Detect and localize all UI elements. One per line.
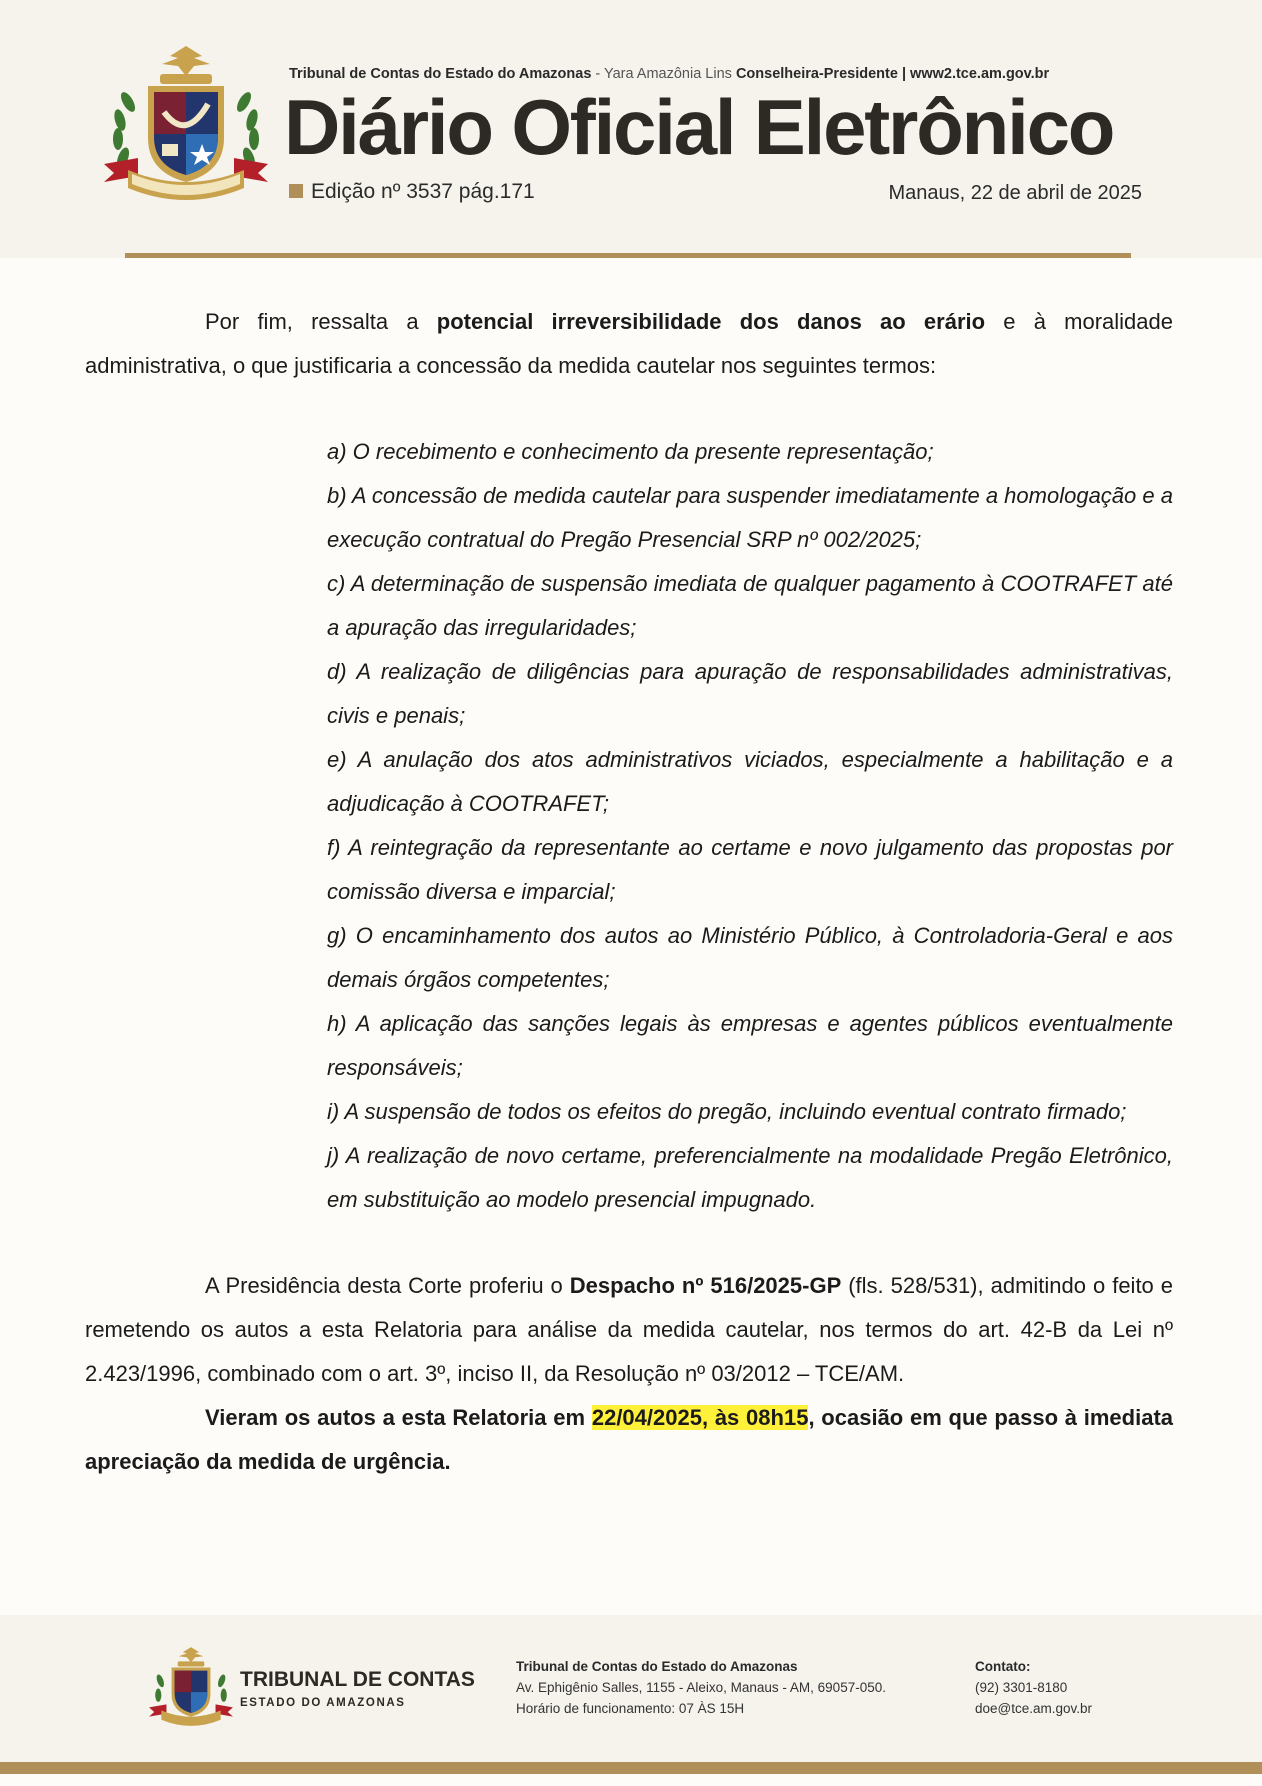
- list-item: h) A aplicação das sanções legais às empresas e agentes públicos eventualmente responsáveis;: [327, 1011, 1173, 1080]
- header-org-line: [289, 66, 1049, 82]
- list-item: i) A suspensão de todos os efeitos do pregão, incluindo eventual contrato firmado;: [327, 1099, 1127, 1124]
- footer-contact-block: [975, 1656, 1092, 1719]
- list-item: g) O encaminhamento dos autos ao Ministério Público, à Controladoria-Geral e aos demais órgãos competentes;: [327, 923, 1173, 992]
- document-body: [85, 300, 1173, 1484]
- footer-email-link[interactable]: doe@tce.am.gov.br: [975, 1701, 1093, 1716]
- page-title: Diário Oficial Eletrônico: [284, 83, 1114, 171]
- p2-text-pre: A Presidência desta Corte proferiu o: [205, 1273, 570, 1298]
- list-item: f) A reintegração da representante ao certame e novo julgamento das propostas por comissão diversa e imparcial;: [327, 835, 1173, 904]
- edition-bullet-icon: [289, 184, 303, 198]
- footer-brand-name: TRIBUNAL DE CONTAS: [240, 1668, 475, 1691]
- publication-date: Manaus, 22 de abril de 2025: [888, 182, 1142, 204]
- p1-text-post: e à moralidade administrativa, o que justificaria a concessão da medida cautelar nos seguintes termos:: [85, 309, 1173, 378]
- edition-info: [289, 180, 535, 204]
- p2-text-bold: Despacho nº 516/2025-GP: [569, 1273, 842, 1298]
- paragraph-conclusion: [85, 1396, 1173, 1484]
- footer-hours-line: Horário de funcionamento: 07 ÀS 15H: [516, 1701, 745, 1716]
- p3-text-pre: Vieram os autos a esta Relatoria em: [205, 1405, 592, 1430]
- footer-address-block: [516, 1656, 886, 1719]
- list-item: e) A anulação dos atos administrativos viciados, especialmente a habilitação e a adjudicação à COOTRAFET;: [327, 747, 1173, 816]
- tce-seal-logo: [98, 42, 274, 210]
- footer-accent-bar: [0, 1762, 1262, 1774]
- footer-brand-subtitle: ESTADO DO AMAZONAS: [240, 1697, 406, 1709]
- header-org-name: Tribunal de Contas do Estado do Amazonas: [289, 66, 592, 82]
- paragraph-despacho: [85, 1264, 1173, 1396]
- p2-text-post: (fls. 528/531), admitindo o feito e remetendo os autos a esta Relatoria para análise da medida cautelar, nos termos do art. 42-B da Lei nº 2.423/1996, combinado com o art. 3º, inciso II, da Resolução nº 03/2012 – TCE/AM.: [85, 1273, 1174, 1386]
- p1-text-bold: potencial irreversibilidade dos danos ao erário: [436, 309, 986, 334]
- footer-address-line: Av. Ephigênio Salles, 1155 - Aleixo, Manaus - AM, 69057-050.: [516, 1680, 886, 1695]
- header-president-role: Conselheira-Presidente: [735, 66, 898, 82]
- footer-contact-title: Contato:: [975, 1659, 1031, 1674]
- p3-text-post: , ocasião em que passo à imediata apreciação da medida de urgência.: [85, 1405, 1174, 1474]
- requests-list: [327, 430, 1173, 1222]
- footer-address-title: Tribunal de Contas do Estado do Amazonas: [516, 1659, 798, 1674]
- header-website-link[interactable]: www2.tce.am.gov.br: [910, 66, 1050, 82]
- list-item: a) O recebimento e conhecimento da presente representação;: [327, 439, 934, 464]
- p3-highlighted-date: 22/04/2025, às 08h15: [591, 1405, 809, 1430]
- list-item: b) A concessão de medida cautelar para suspender imediatamente a homologação e a execução contratual do Pregão Presencial SRP nº 002/2025;: [327, 483, 1173, 552]
- header-president-name: Yara Amazônia Lins: [604, 66, 732, 82]
- header-separator: -: [591, 66, 605, 82]
- footer-phone[interactable]: (92) 3301-8180: [975, 1680, 1068, 1695]
- edition-text: Edição nº 3537 pág.171: [311, 180, 535, 203]
- header-site-separator: |: [897, 66, 911, 82]
- tce-footer-logo: [146, 1643, 236, 1733]
- list-item: d) A realização de diligências para apuração de responsabilidades administrativas, civis e penais;: [327, 659, 1173, 728]
- header-divider: [125, 253, 1131, 258]
- list-item: c) A determinação de suspensão imediata de qualquer pagamento à COOTRAFET até a apuração das irregularidades;: [327, 571, 1173, 640]
- p1-text-pre: Por fim, ressalta a: [205, 309, 437, 334]
- paragraph-intro: [85, 300, 1173, 388]
- list-item: j) A realização de novo certame, preferencialmente na modalidade Pregão Eletrônico, em substituição ao modelo presencial impugnado.: [327, 1143, 1173, 1212]
